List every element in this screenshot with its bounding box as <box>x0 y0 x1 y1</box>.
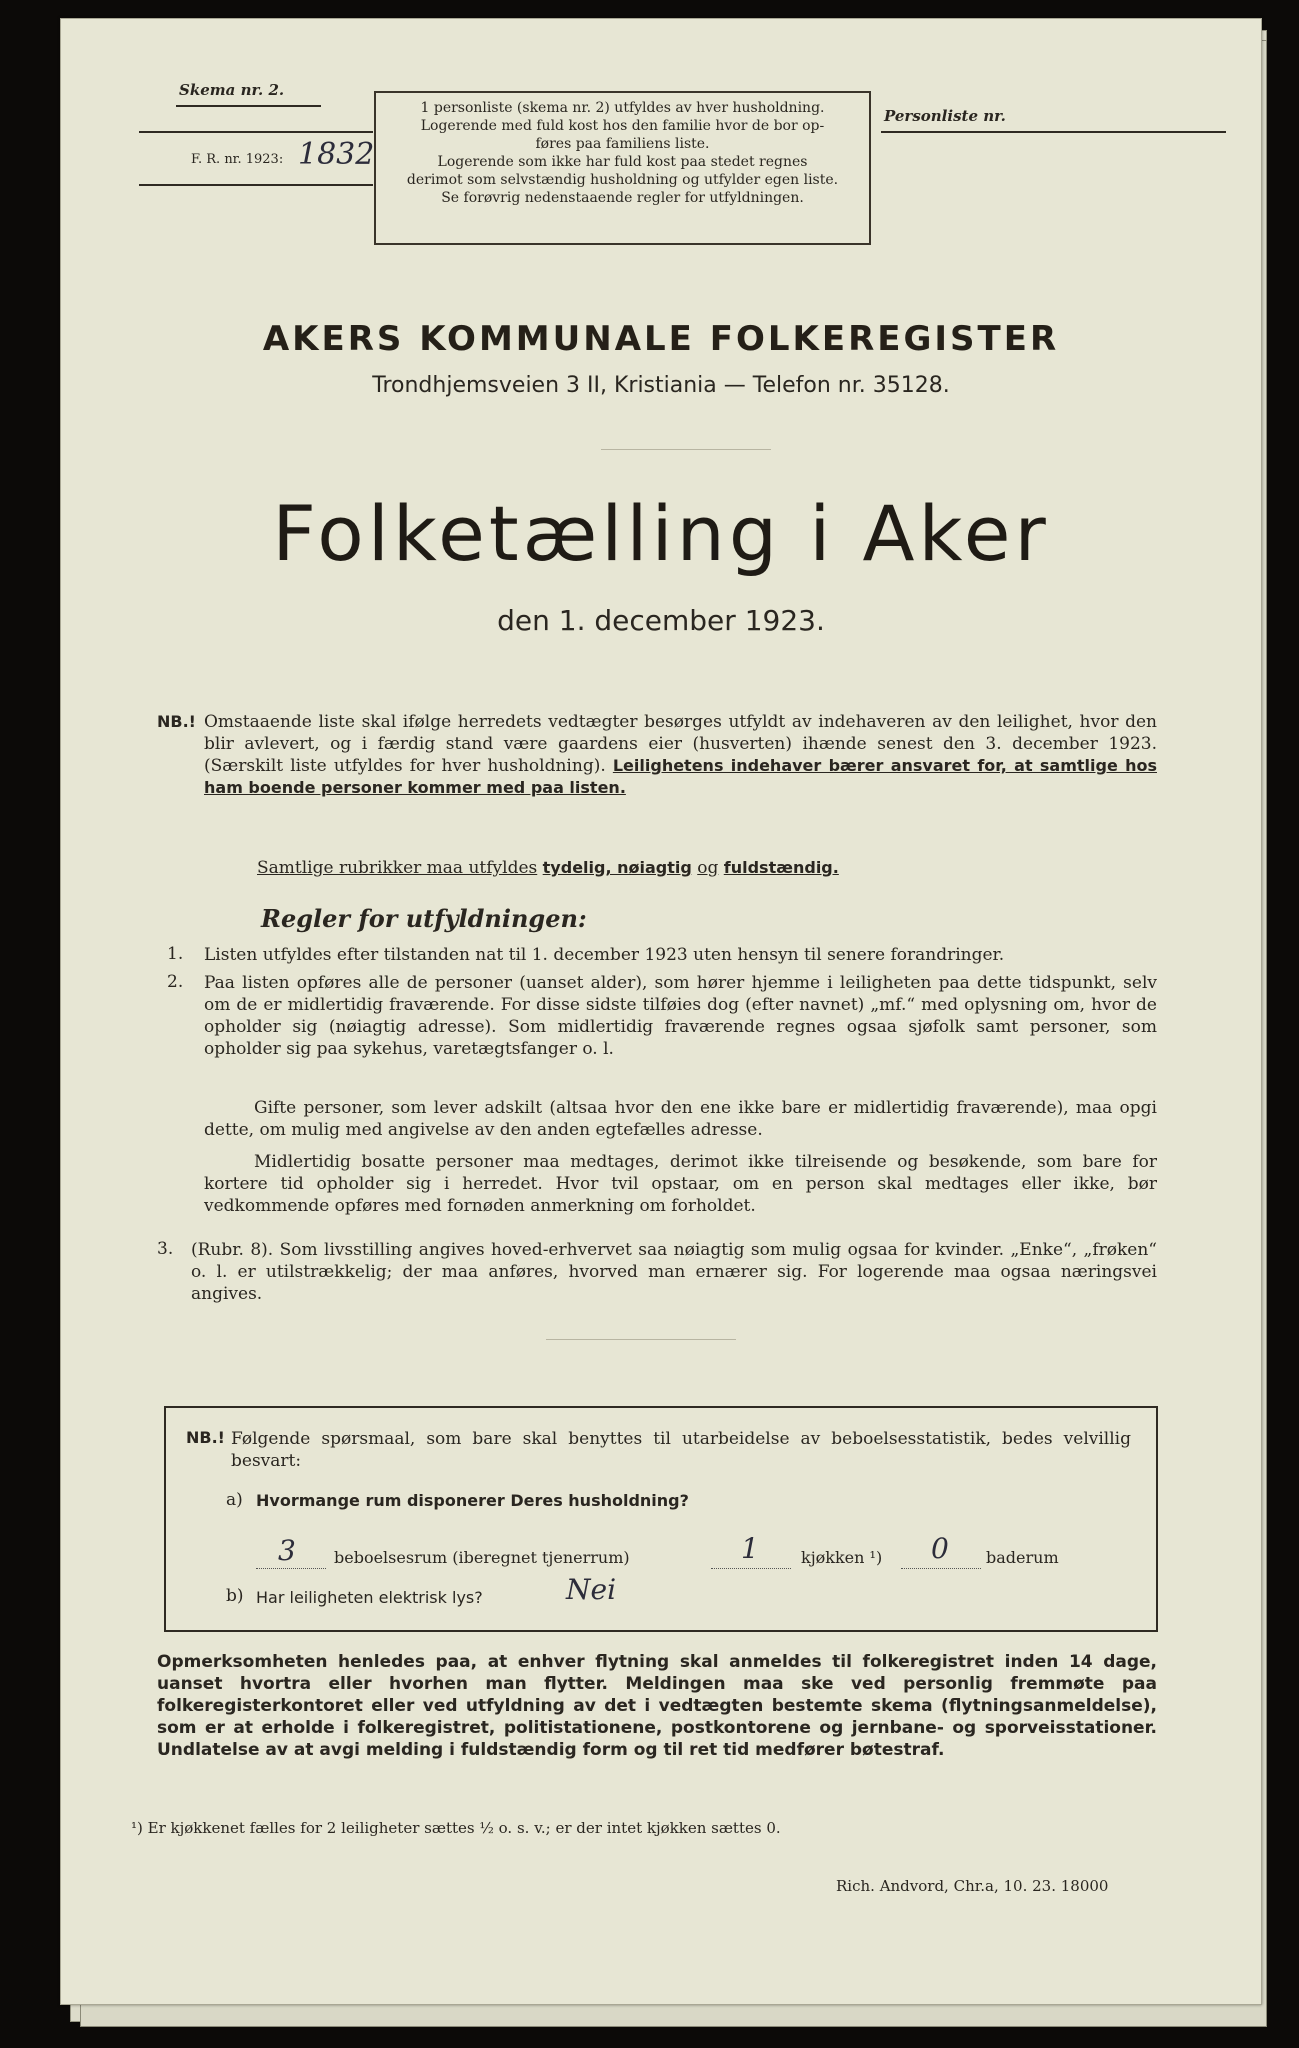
agency-address: Trondhjemsveien 3 II, Kristiania — Telefon nr. 35128. <box>372 373 950 398</box>
nb-completeness <box>257 857 957 879</box>
personliste-label: Personliste nr. <box>884 107 1006 125</box>
header-rule-left <box>139 131 373 133</box>
completeness-bold: tydelig, nøiagtig <box>542 858 692 877</box>
census-title: Folketælling i Aker <box>272 489 1050 578</box>
census-form-page <box>60 18 1262 2005</box>
electric-answer-handwritten: Nei <box>566 1573 617 1606</box>
kitchen-label: kjøkken ¹) <box>801 1548 883 1567</box>
rule-number: 2. <box>167 972 184 992</box>
question-rooms: Hvormange rum disponerer Deres husholdning? <box>256 1491 689 1510</box>
rooms-field <box>256 1534 326 1569</box>
nb-paragraph <box>204 711 1157 799</box>
completeness-og: og <box>697 858 719 878</box>
kitchen-footnote: ¹) Er kjøkkenet fælles for 2 leiligheter sættes ½ o. s. v.; er der intet kjøkken sættes 0. <box>131 1819 781 1837</box>
skema-underline <box>176 105 321 107</box>
printer-imprint: Rich. Andvord, Chr.a, 10. 23. 18000 <box>836 1877 1109 1895</box>
bath-label: baderum <box>986 1548 1059 1567</box>
header-rule-left-2 <box>139 184 373 186</box>
bath-field <box>901 1532 981 1569</box>
box-line: 1 personliste (skema nr. 2) utfyldes av hver husholdning. <box>420 100 825 116</box>
personliste-rule <box>881 131 1226 133</box>
rooms-label: beboelsesrum (iberegnet tjenerrum) <box>334 1548 630 1567</box>
rooms-value-handwritten: 3 <box>278 1534 296 1567</box>
rule-3: (Rubr. 8). Som livsstilling angives hoved-erhvervet saa nøiagtig som mulig ogsaa for kvinder. „Enke“, „frøken“ o. l. er utilstrækkelig; der maa anføres, hvorved man ernærer sig. For logerende maa ogsaa næringsvei angives. <box>191 1240 1157 1304</box>
completeness-bold-2: fuldstændig. <box>723 858 839 877</box>
moving-notice: Opmerksomheten henledes paa, at enhver flytning skal anmeldes til folkeregistret inden 14 dage, uanset hvortra eller hvorhen man flytter. Meldingen maa ske ved personlig fremmøte paa folkeregisterkontoret eller ved utfyldning av det i vedtægten bestemte skema (flytningsanmeldelse), som er at erholde i folkeregistret, politistationene, postkontorene og jernbane- og sporveisstationer. Undlatelse av at avgi melding i fuldstændig form og til ret tid medfører bøtestraf. <box>157 1652 1157 1760</box>
rule-2: Paa listen opføres alle de personer (uanset alder), som hører hjemme i leiligheten paa dette tidspunkt, selv om de er midlertidig fraværende. For disse sidste tilføies dog (efter navnet) „mf.“ med oplysning om, hvor de opholder sig (nøiagtig adresse). Som midlertidig fraværende regnes ogsaa sjøfolk samt personer, som opholder sig paa sykehus, varetægtsfanger o. l. <box>204 973 1157 1059</box>
fr-label: F. R. nr. 1923: <box>191 152 284 167</box>
housing-questions-box <box>164 1406 1158 1632</box>
nb-label: NB.! <box>186 1428 225 1447</box>
box-line: Logerende med fuld kost hos den familie hvor de bor op- <box>420 118 825 134</box>
divider <box>546 1339 736 1340</box>
rule-2-residents: Midlertidig bosatte personer maa medtages, derimot ikke tilreisende og besøkende, som bare for kortere tid opholder sig i herredet. Hvor tvil opstaar, om en person skal medtages eller ikke, bør vedkommende opføres med fornøden anmerkning om forholdet. <box>204 1152 1157 1216</box>
question-electric: Har leiligheten elektrisk lys? <box>256 1588 483 1607</box>
rule-2-married: Gifte personer, som lever adskilt (altsaa hvor den ene ikke bare er midlertidig fraværende), maa opgi dette, om mulig med angivelse av den anden egtefælles adresse. <box>204 1098 1157 1140</box>
box-line: Se forøvrig nedenstaaende regler for utfyldningen. <box>441 190 804 206</box>
rule-number: 3. <box>157 1239 174 1259</box>
rule-number: 1. <box>167 944 184 964</box>
fr-number-handwritten: 1832 <box>298 137 375 172</box>
question-letter: a) <box>226 1490 243 1510</box>
instructions-text <box>386 99 859 207</box>
completeness-text: Samtlige rubrikker maa utfyldes <box>257 858 538 878</box>
box-line: Logerende som ikke har fuld kost paa stedet regnes <box>437 154 808 170</box>
box-line: derimot som selvstændig husholdning og utfylder egen liste. <box>406 172 839 188</box>
rule-1: Listen utfyldes efter tilstanden nat til 1. december 1923 uten hensyn til senere forandringer. <box>204 945 1005 965</box>
census-date: den 1. december 1923. <box>497 604 825 637</box>
skema-label: Skema nr. 2. <box>179 81 285 99</box>
box-line: føres paa familiens liste. <box>535 136 710 152</box>
kitchen-value-handwritten: 1 <box>741 1532 759 1565</box>
kitchen-field <box>711 1532 791 1569</box>
question-letter: b) <box>226 1586 244 1606</box>
nb-responsibility: Leilighetens indehaver bærer ansvaret for, at samtlige hos ham boende personer kommer med paa listen. <box>204 756 1157 797</box>
agency-title: AKERS KOMMUNALE FOLKEREGISTER <box>262 319 1060 359</box>
rules-heading: Regler for utfyldningen: <box>261 904 587 933</box>
housing-intro: Følgende spørsmaal, som bare skal benyttes til utarbeidelse av beboelsesstatistik, bedes velvillig besvart: <box>231 1429 1131 1471</box>
instructions-box <box>374 91 871 245</box>
nb-text: Omstaaende liste skal ifølge herredets vedtægter besørges utfyldt av indehaveren av den leilighet, hvor den blir avlevert, og i færdig stand være gaardens eier (husverten) ihænde senest den 3. december 1923. (Særskilt liste utfyldes for hver husholdning). <box>204 712 1157 776</box>
bath-value-handwritten: 0 <box>931 1532 949 1565</box>
divider <box>601 449 771 450</box>
nb-label: NB.! <box>157 712 196 731</box>
